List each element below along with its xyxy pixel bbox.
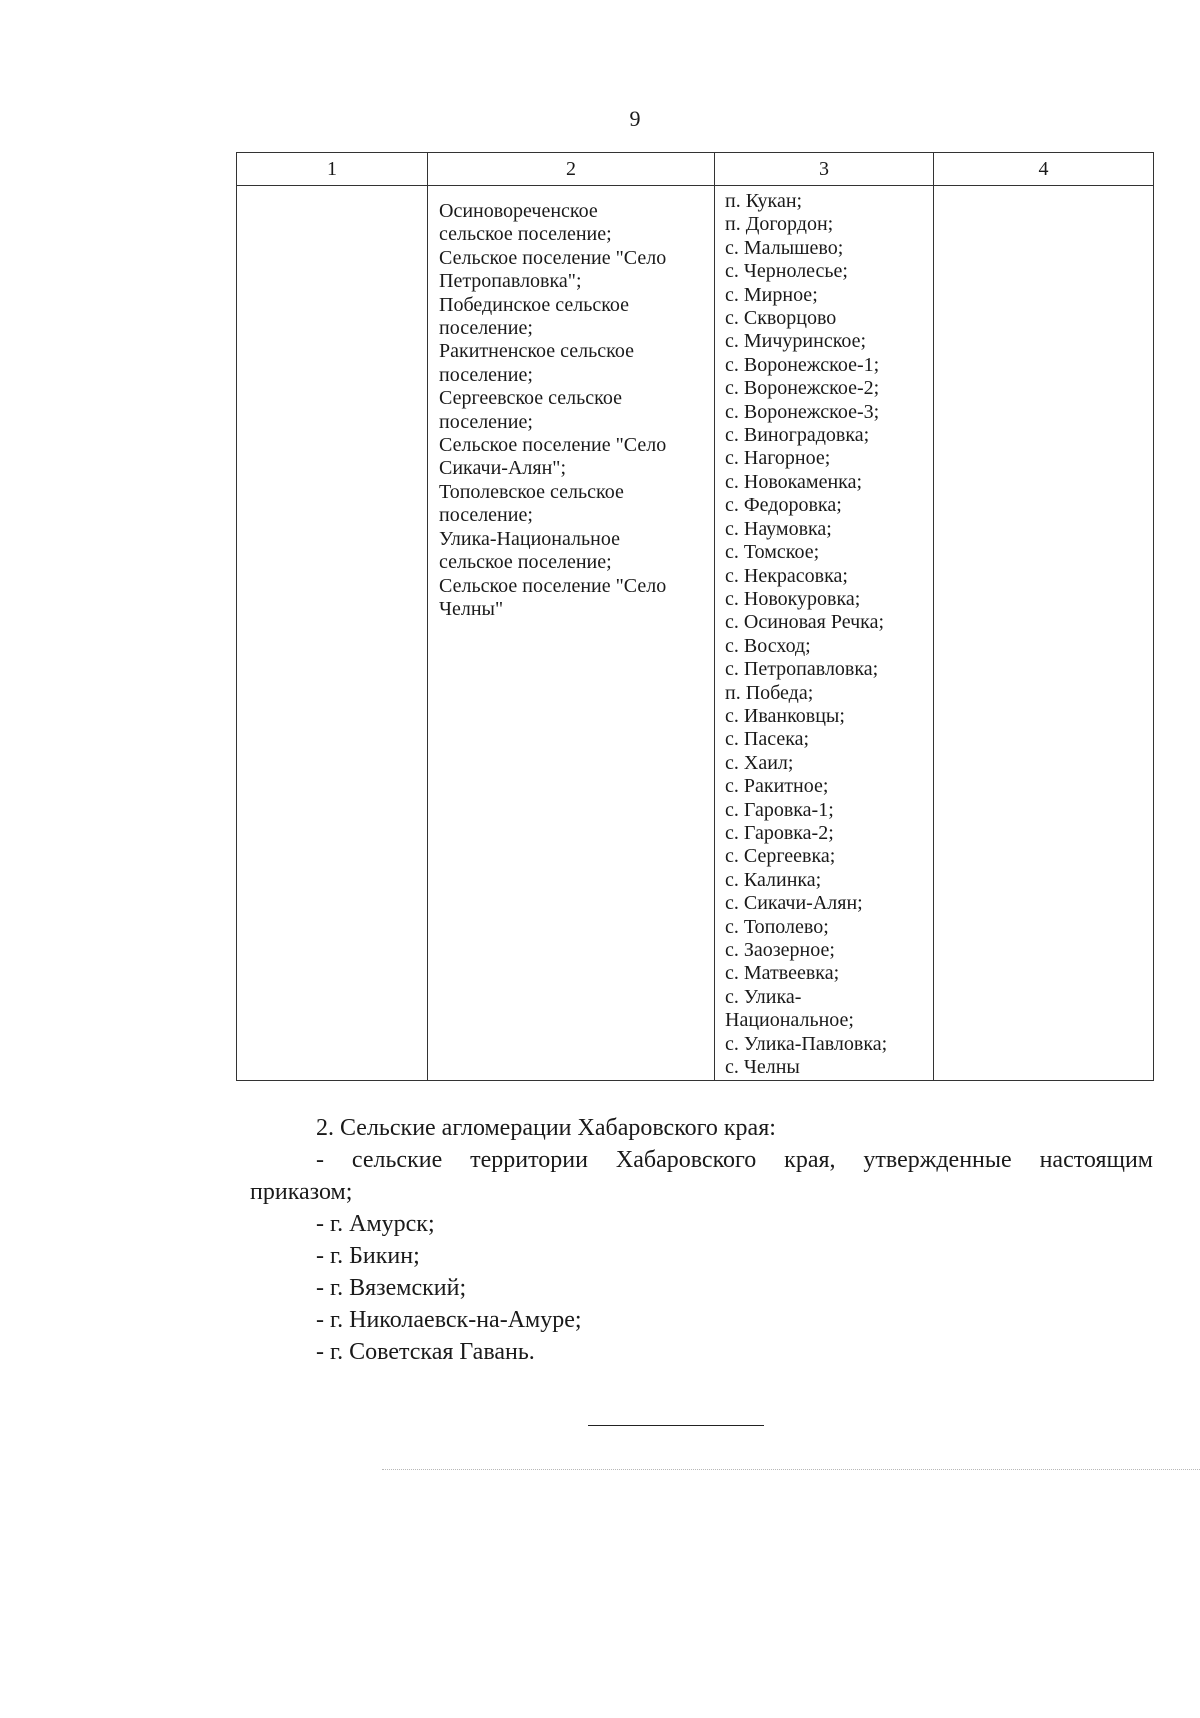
cities-list: [316, 1208, 582, 1368]
settlement-line: с. Ракитное;: [725, 775, 829, 798]
municipality-line: поселение;: [439, 504, 533, 527]
settlement-line: с. Заозерное;: [725, 939, 835, 961]
settlement-line: с. Федоровка;: [725, 494, 842, 517]
list-item: - г. Советская Гавань.: [316, 1339, 535, 1365]
municipality-line: сельское поселение;: [439, 223, 612, 246]
settlements-table: [236, 152, 1154, 1081]
column-header-4: 4: [934, 153, 1154, 186]
settlement-line: с. Мичуринское;: [725, 330, 867, 353]
settlement-line: с. Малышево;: [725, 236, 844, 259]
settlement-line: с. Пасека;: [725, 728, 810, 751]
municipality-line: поселение;: [439, 317, 533, 340]
section-intro-line-1: - сельские территории Хабаровского края, утвержденные настоящим: [316, 1147, 1153, 1173]
list-item: - г. Вяземский;: [316, 1275, 467, 1301]
settlement-line: с. Сикачи-Алян;: [725, 892, 863, 915]
municipality-line: Сельское поселение "Село: [439, 574, 667, 597]
section-intro-line-2: приказом;: [250, 1179, 353, 1205]
list-item: - г. Бикин;: [316, 1243, 420, 1269]
municipality-line: Сельское поселение "Село: [439, 434, 667, 457]
settlement-line: Национальное;: [725, 1009, 854, 1032]
settlement-line: с. Воронежское-3;: [725, 400, 880, 423]
settlement-line: с. Осиновая Речка;: [725, 611, 885, 634]
settlement-line: с. Нагорное;: [725, 447, 831, 470]
settlement-line: с. Восход;: [725, 634, 811, 657]
settlement-line: с. Гаровка-2;: [725, 821, 834, 844]
column-header-2: 2: [428, 153, 715, 186]
settlement-line: п. Кукан;: [725, 190, 803, 212]
column-header-3: 3: [715, 153, 934, 186]
column-header-1: 1: [237, 153, 428, 186]
settlement-line: с. Хаил;: [725, 751, 794, 774]
settlement-line: с. Улика-Павловка;: [725, 1032, 888, 1055]
settlement-line: с. Тополево;: [725, 915, 829, 938]
table-header-row: [237, 153, 1154, 186]
settlement-line: с. Виноградовка;: [725, 424, 870, 447]
municipality-line: сельское поселение;: [439, 551, 612, 574]
settlement-line: с. Калинка;: [725, 868, 822, 891]
settlement-line: с. Мирное;: [725, 283, 818, 306]
municipality-line: Сергеевское сельское: [439, 387, 622, 410]
municipality-line: Осиновореченское: [439, 200, 598, 222]
settlement-line: с. Гаровка-1;: [725, 798, 834, 821]
settlement-line: п. Победа;: [725, 681, 814, 704]
settlement-line: с. Некрасовка;: [725, 564, 848, 587]
municipality-line: Сельское поселение "Село: [439, 246, 667, 269]
municipality-line: поселение;: [439, 363, 533, 386]
table-row: [237, 186, 1154, 1081]
cell-region: [237, 186, 428, 1081]
municipality-line: Петропавловка";: [439, 270, 582, 293]
settlement-line: с. Улика-: [725, 985, 802, 1008]
settlement-line: с. Томское;: [725, 541, 820, 564]
municipality-line: Тополевское сельское: [439, 480, 624, 503]
list-item: - г. Амурск;: [316, 1211, 435, 1237]
settlement-line: с. Наумовка;: [725, 517, 832, 540]
municipality-line: Ракитненское сельское: [439, 340, 634, 363]
municipality-line: Челны": [439, 597, 504, 620]
municipality-line: поселение;: [439, 410, 533, 433]
settlement-line: с. Иванковцы;: [725, 704, 845, 727]
municipality-line: Сикачи-Алян";: [439, 457, 567, 480]
municipalities-list: [439, 200, 710, 621]
settlement-line: с. Новокаменка;: [725, 470, 863, 493]
settlement-line: с. Челны: [725, 1056, 800, 1079]
settlement-line: п. Догордон;: [725, 213, 834, 236]
municipality-line: Побединское сельское: [439, 293, 630, 316]
settlement-line: с. Воронежское-1;: [725, 353, 880, 376]
settlement-line: с. Новокуровка;: [725, 587, 861, 610]
section-heading: 2. Сельские агломерации Хабаровского края:: [316, 1115, 776, 1141]
list-item: - г. Николаевск-на-Амуре;: [316, 1307, 582, 1333]
settlement-line: с. Скворцово: [725, 307, 837, 330]
scan-artifact-line: [382, 1469, 1200, 1470]
settlement-line: с. Петропавловка;: [725, 658, 879, 681]
cell-notes: [934, 186, 1154, 1081]
cell-settlements: [715, 186, 934, 1081]
settlement-line: с. Воронежское-2;: [725, 377, 880, 400]
settlement-line: с. Матвеевка;: [725, 962, 840, 985]
settlement-line: с. Сергеевка;: [725, 845, 836, 868]
section-intro: [250, 1144, 1153, 1208]
cell-municipalities: [428, 186, 715, 1081]
page-number: 9: [629, 106, 641, 131]
municipality-line: Улика-Национальное: [439, 527, 620, 550]
settlements-list: [725, 190, 929, 1079]
end-divider: [588, 1425, 764, 1426]
settlement-line: с. Чернолесье;: [725, 260, 848, 283]
